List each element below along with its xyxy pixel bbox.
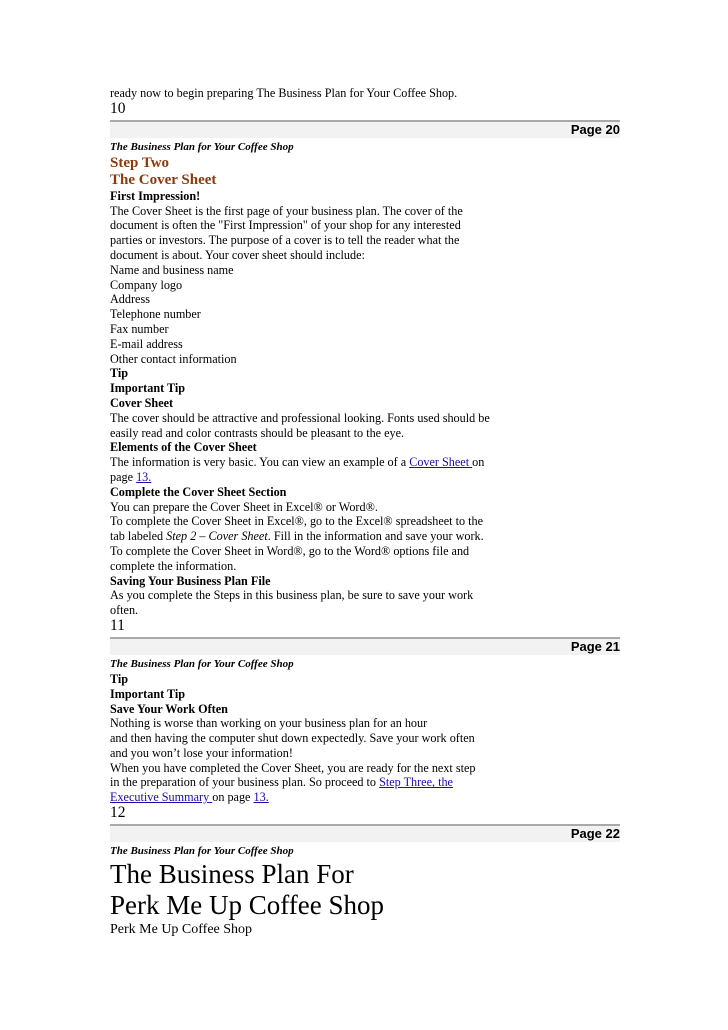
text-span: page (110, 469, 137, 484)
page-number: 12 (110, 804, 126, 822)
list-item: E-mail address (110, 336, 183, 351)
text-line (110, 790, 622, 805)
text-line: ready now to begin preparing The Business Plan for Your Coffee Shop. (110, 86, 458, 100)
text-line: You can prepare the Cover Sheet in Excel® or Word®. (110, 499, 378, 514)
subheading: First Impression! (110, 188, 201, 203)
subheading: Saving Your Business Plan File (110, 573, 271, 588)
step-three-link[interactable]: Step Three, the (379, 775, 453, 790)
text-line: Nothing is worse than working on your business plan for an hour (110, 716, 428, 731)
text-span: . Fill in the information and save your work. (267, 529, 484, 544)
text-line: When you have completed the Cover Sheet, you are ready for the next step (110, 760, 476, 775)
subheading: Cover Sheet (110, 395, 174, 410)
list-item: Telephone number (110, 307, 201, 322)
plan-title: The Business Plan For (110, 859, 354, 890)
text-line: document is about. Your cover sheet should include: (110, 247, 365, 262)
italic-span: Step 2 – Cover Sheet (166, 529, 268, 544)
text-line: complete the information. (110, 558, 237, 573)
page-13-link[interactable]: 13. (253, 790, 269, 805)
list-item: Fax number (110, 321, 169, 336)
text-line: and then having the computer shut down expectedly. Save your work often (110, 731, 475, 746)
page-label: Page 22 (570, 826, 620, 842)
text-line: The cover should be attractive and professional looking. Fonts used should be (110, 410, 490, 425)
subheading: Important Tip (110, 381, 186, 396)
text-span: The information is very basic. You can view an example of a (110, 455, 410, 470)
list-item: Address (110, 292, 150, 307)
subheading: Complete the Cover Sheet Section (110, 484, 287, 499)
text-line: often. (110, 603, 139, 618)
text-line (110, 470, 622, 485)
document-body (110, 86, 622, 938)
separator-shade (110, 122, 620, 138)
text-line: and you won’t lose your information! (110, 745, 293, 760)
text-line: easily read and color contrasts should be pleasant to the eye. (110, 425, 405, 440)
subheading: Save Your Work Often (110, 701, 228, 716)
text-line: As you complete the Steps in this business plan, be sure to save your work (110, 588, 474, 603)
text-line: document is often the "First Impression" of your shop for any interested (110, 218, 461, 233)
text-span: tab labeled (110, 529, 167, 544)
page-label: Page 21 (570, 638, 620, 654)
subheading: Elements of the Cover Sheet (110, 440, 257, 455)
list-item: Name and business name (110, 262, 234, 277)
text-line (110, 775, 622, 790)
page-separator (110, 118, 622, 139)
page-separator (110, 822, 622, 843)
text-line: To complete the Cover Sheet in Excel®, go to the Excel® spreadsheet to the (110, 514, 484, 529)
separator-shade (110, 639, 620, 655)
text-span: in the preparation of your business plan. So proceed to (110, 775, 380, 790)
plan-subtitle: Perk Me Up Coffee Shop (110, 922, 253, 938)
separator-shade (110, 826, 620, 842)
text-line (110, 529, 622, 544)
subheading: Tip (110, 671, 129, 686)
list-item: Other contact information (110, 351, 237, 366)
running-header: The Business Plan for Your Coffee Shop (110, 140, 294, 153)
subheading: Important Tip (110, 686, 186, 701)
executive-summary-link[interactable]: Executive Summary (110, 790, 213, 805)
list-item: Company logo (110, 277, 183, 292)
text-line: parties or investors. The purpose of a cover is to tell the reader what the (110, 233, 460, 248)
page-13-link[interactable]: 13. (136, 469, 152, 484)
text-line (110, 455, 622, 470)
step-heading: Step Two (110, 154, 170, 171)
text-line: The Cover Sheet is the first page of your business plan. The cover of the (110, 203, 463, 218)
subheading: Tip (110, 366, 129, 381)
page-number: 10 (110, 99, 126, 117)
page-separator (110, 635, 622, 656)
section-heading: The Cover Sheet (110, 171, 217, 188)
running-header: The Business Plan for Your Coffee Shop (110, 657, 294, 670)
cover-sheet-link[interactable]: Cover Sheet (409, 455, 473, 470)
page-label: Page 20 (570, 121, 620, 137)
text-span: on (472, 455, 485, 470)
text-span: on page (212, 790, 254, 805)
text-line: To complete the Cover Sheet in Word®, go to the Word® options file and (110, 543, 470, 558)
page-number: 11 (110, 616, 125, 634)
plan-title: Perk Me Up Coffee Shop (110, 890, 384, 921)
running-header: The Business Plan for Your Coffee Shop (110, 845, 294, 858)
